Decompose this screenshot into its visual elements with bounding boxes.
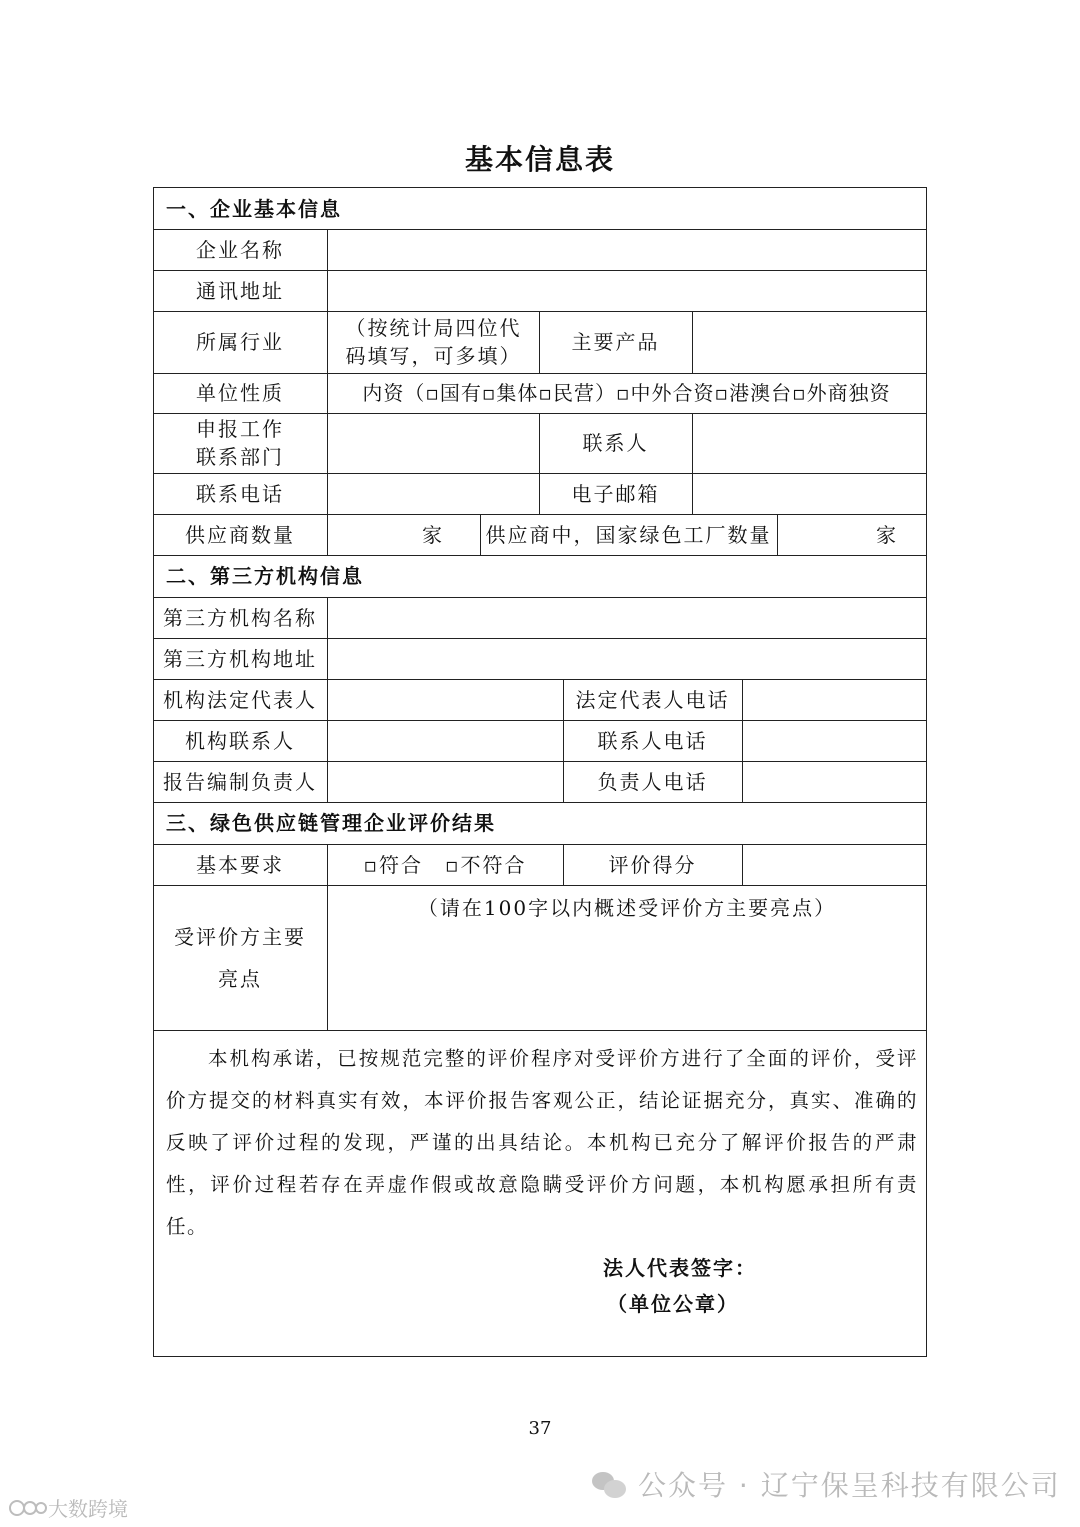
field-score[interactable] — [743, 845, 926, 885]
field-tp-contact[interactable] — [328, 721, 563, 761]
field-dept[interactable] — [328, 414, 539, 473]
label-email: 电子邮箱 — [571, 481, 660, 506]
section-evaluation-result: 三、绿色供应链管理企业评价结果 — [166, 811, 496, 835]
label-phone: 联系电话 — [196, 481, 284, 506]
label-dept: 申报工作 联系部门 — [196, 417, 284, 469]
field-tp-report[interactable] — [328, 762, 563, 802]
label-basic-req: 基本要求 — [196, 852, 284, 877]
field-tp-legal[interactable] — [328, 680, 563, 720]
label-main-product: 主要产品 — [571, 330, 660, 354]
field-basic-req-options[interactable]: ▫符合 ▫不符合 — [363, 852, 527, 877]
field-email[interactable] — [693, 474, 926, 514]
watermark-brand-text: 大数跨境 — [48, 1497, 128, 1521]
commitment-text: 本机构承诺，已按规范完整的评价程序对受评价方进行了全面的评价，受评价方提交的材料真实有效，本评价报告客观公正，结论证据充分，真实、准确的反映了评价过程的发现，严谨的出具结论。本机构已充分了解评价报告的严肃性，评价过程若存在弄虚作假或故意隐瞒受评价方问题，本机构愿承担所有责任。 — [166, 1047, 918, 1238]
field-phone[interactable] — [328, 474, 539, 514]
label-nature: 单位性质 — [196, 381, 284, 405]
field-tp-name[interactable] — [328, 598, 926, 638]
label-green-factory: 供应商中，国家绿色工厂数量 — [485, 522, 772, 547]
label-highlights: 受评价方主要 亮点 — [174, 924, 306, 991]
row-divider — [153, 1030, 927, 1031]
page-number: 37 — [528, 1418, 552, 1439]
label-tp-name: 第三方机构名称 — [163, 605, 317, 630]
field-tp-contact-phone[interactable] — [743, 721, 926, 761]
field-highlights[interactable]: （请在100字以内概述受评价方主要亮点） — [417, 896, 837, 920]
field-address[interactable] — [328, 271, 926, 311]
section-company-info: 一、企业基本信息 — [166, 197, 342, 221]
label-company-name: 企业名称 — [196, 237, 284, 262]
label-tp-legal: 机构法定代表人 — [163, 687, 317, 712]
label-tp-contact: 机构联系人 — [185, 728, 295, 753]
label-address: 通讯地址 — [196, 278, 284, 303]
label-supplier-count: 供应商数量 — [185, 522, 295, 547]
seal-label: （单位公章） — [607, 1292, 739, 1316]
field-industry[interactable]: （按统计局四位代 码填写，可多填） — [345, 316, 522, 368]
label-score: 评价得分 — [608, 852, 697, 877]
field-tp-address[interactable] — [328, 639, 926, 679]
label-tp-report-phone: 负责人电话 — [597, 769, 708, 794]
label-tp-contact-phone: 联系人电话 — [597, 728, 708, 753]
label-tp-address: 第三方机构地址 — [163, 646, 317, 671]
wechat-icon — [592, 1470, 628, 1498]
field-company-name[interactable] — [328, 230, 926, 270]
field-supplier-count[interactable]: 家 — [422, 522, 444, 547]
watermark-account-text: 公众号 · 辽宁保呈科技有限公司 — [638, 1469, 1061, 1502]
field-tp-report-phone[interactable] — [743, 762, 926, 802]
field-nature-options[interactable]: 内资（▫国有▫集体▫民营）▫中外合资▫港澳台▫外商独资 — [362, 381, 891, 405]
field-green-factory[interactable]: 家 — [876, 522, 898, 547]
watermark-brand — [8, 1493, 128, 1522]
watermark-account — [592, 1464, 1061, 1504]
page-title: 基本信息表 — [464, 143, 615, 176]
field-tp-legal-phone[interactable] — [743, 680, 926, 720]
label-tp-legal-phone: 法定代表人电话 — [575, 687, 730, 712]
label-tp-report: 报告编制负责人 — [163, 769, 317, 794]
field-contact[interactable] — [693, 414, 926, 473]
signature-label: 法人代表签字： — [603, 1256, 757, 1280]
section-third-party: 二、第三方机构信息 — [166, 564, 364, 588]
label-contact: 联系人 — [582, 431, 649, 455]
label-industry: 所属行业 — [196, 330, 284, 354]
brand-logo-icon — [8, 1496, 48, 1520]
field-main-product[interactable] — [693, 312, 926, 373]
